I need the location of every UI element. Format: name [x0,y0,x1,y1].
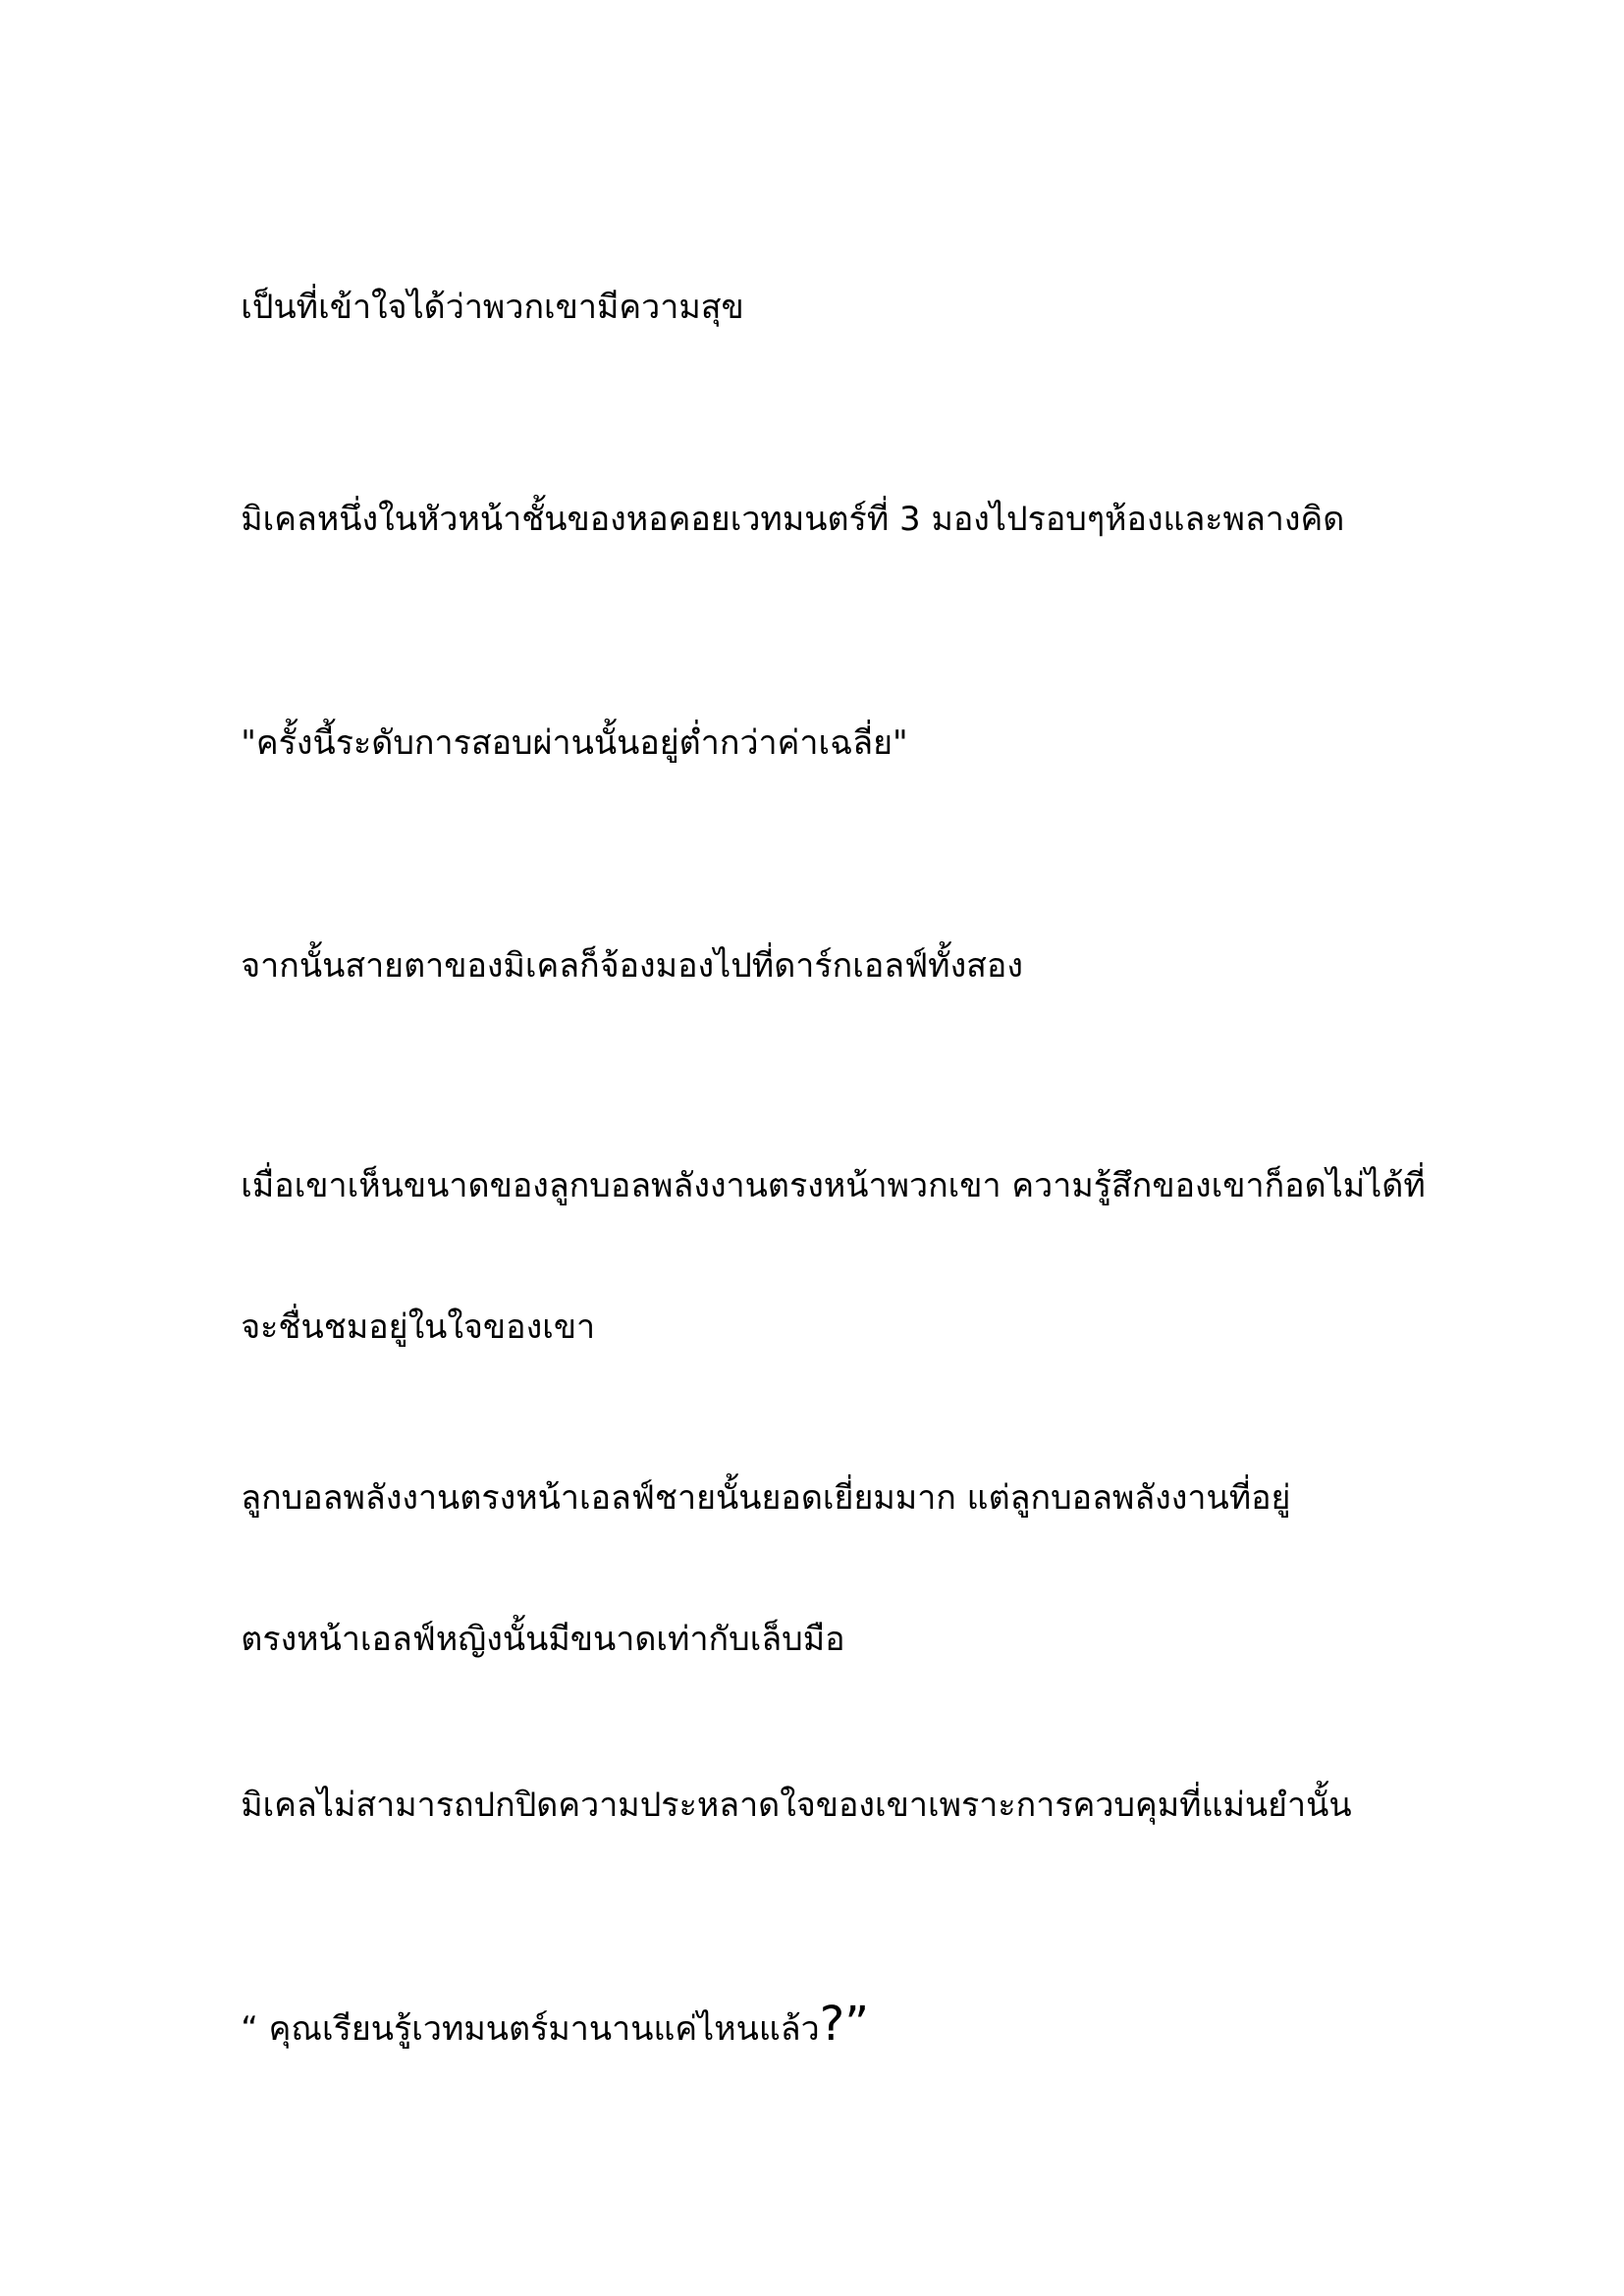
paragraph-8 [198,1923,1475,2135]
paragraph-5-line-2: จะชื่นชมอยู่ในใจของเขา [241,1308,596,1347]
paragraph-5-line-1: เมื่อเขาเห็นขนาดของลูกบอลพลังงานตรงหน้าพวกเขา ความรู้สึกของเขาก็อดไม่ได้ที่ [241,1166,1426,1205]
paragraph-7 [198,1699,1475,1911]
paragraph-3-line-1: "ครั้งนี้ระดับการสอบผ่านนั้นอยู่ต่ำกว่าค่าเฉลี่ย" [241,723,908,763]
paragraph-2-line-1: มิเคลหนึ่งในหัวหน้าชั้นของหอคอยเวทมนตร์ที่ 3 มองไปรอบๆห้องและพลางคิด [241,500,1345,539]
paragraph-7-line-1: มิเคลไม่สามารถปกปิดความประหลาดใจของเขาเพราะการควบคุมที่แม่นยำนั้น [241,1786,1352,1825]
paragraph-1-line-1: เป็นที่เข้าใจได้ว่าพวกเขามีความสุข [241,288,744,327]
paragraph-1 [198,201,1475,413]
paragraph-5 [198,1080,1475,1433]
paragraph-4 [198,860,1475,1072]
paragraph-6-line-1: ลูกบอลพลังงานตรงหน้าเอลฟ์ชายนั้นยอดเยี่ยมมาก แต่ลูกบอลพลังงานที่อยู่ [241,1478,1291,1518]
paragraph-8-text: “ คุณเรียนรู้เวทมนตร์มานานแค่ไหนแล้ว [241,2009,820,2049]
paragraph-4-line-1: จากนั้นสายตาของมิเคลก็จ้องมองไปที่ดาร์กเอลฟ์ทั้งสอง [241,946,1023,986]
paragraph-2 [198,413,1475,625]
paragraph-6 [198,1392,1475,1745]
paragraph-8-closing-mark: ?” [819,1997,870,2052]
paragraph-3 [198,637,1475,849]
paragraph-6-line-2: ตรงหน้าเอลฟ์หญิงนั้นมีขนาดเท่ากับเล็บมือ [241,1620,845,1659]
